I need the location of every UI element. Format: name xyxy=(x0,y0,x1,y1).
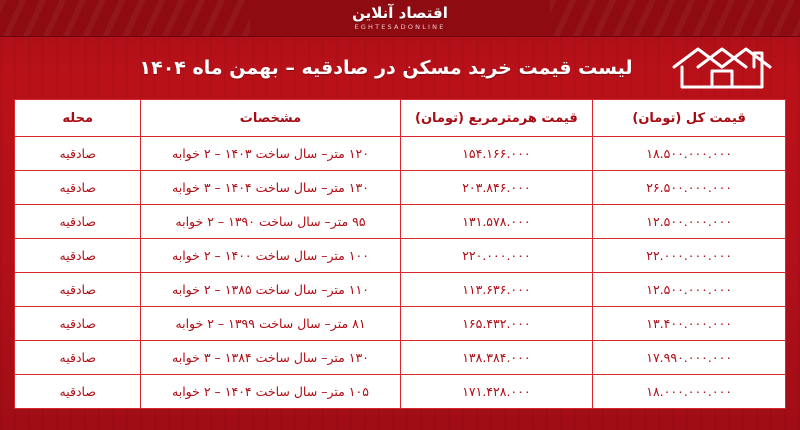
brand-bar xyxy=(0,0,800,37)
cell-area: صادقیه xyxy=(15,273,141,307)
cell-area: صادقیه xyxy=(15,137,141,171)
cell-spec: ۱۰۰ متر– سال ساخت ۱۴۰۰ – ۲ خوابه xyxy=(141,239,400,273)
cell-total: ۲۲.۰۰۰.۰۰۰.۰۰۰ xyxy=(593,239,786,273)
cell-total: ۱۳.۴۰۰.۰۰۰.۰۰۰ xyxy=(593,307,786,341)
cell-per-meter: ۱۷۱.۴۲۸.۰۰۰ xyxy=(400,375,593,409)
cell-per-meter: ۱۵۴.۱۶۶.۰۰۰ xyxy=(400,137,593,171)
logo-text: اقتصاد آنلاین xyxy=(352,3,448,22)
cell-area: صادقیه xyxy=(15,205,141,239)
table-row xyxy=(15,341,786,375)
cell-spec: ۱۳۰ متر– سال ساخت ۱۴۰۴ – ۳ خوابه xyxy=(141,171,400,205)
cell-per-meter: ۱۶۵.۴۳۲.۰۰۰ xyxy=(400,307,593,341)
table-row xyxy=(15,375,786,409)
page-title: لیست قیمت خرید مسکن در صادقیه – بهمن ماه ۱۴۰۴ xyxy=(139,57,633,79)
cell-total: ۱۷.۹۹۰.۰۰۰.۰۰۰ xyxy=(593,341,786,375)
cell-spec: ۱۱۰ متر– سال ساخت ۱۳۸۵ – ۲ خوابه xyxy=(141,273,400,307)
table-row xyxy=(15,137,786,171)
price-table xyxy=(14,99,786,409)
table-header-row xyxy=(15,100,786,137)
title-row xyxy=(0,37,800,99)
cell-spec: ۸۱ متر– سال ساخت ۱۳۹۹ – ۲ خوابه xyxy=(141,307,400,341)
cell-spec: ۹۵ متر– سال ساخت ۱۳۹۰ – ۲ خوابه xyxy=(141,205,400,239)
cell-spec: ۱۰۵ متر– سال ساخت ۱۴۰۴ – ۲ خوابه xyxy=(141,375,400,409)
cell-total: ۱۸.۵۰۰.۰۰۰.۰۰۰ xyxy=(593,137,786,171)
cell-per-meter: ۱۳۸.۳۸۴.۰۰۰ xyxy=(400,341,593,375)
cell-area: صادقیه xyxy=(15,375,141,409)
column-header-area: محله xyxy=(15,100,141,137)
cell-total: ۱۸.۰۰۰.۰۰۰.۰۰۰ xyxy=(593,375,786,409)
cell-per-meter: ۲۰۳.۸۴۶.۰۰۰ xyxy=(400,171,593,205)
table-row xyxy=(15,239,786,273)
cell-per-meter: ۱۳۱.۵۷۸.۰۰۰ xyxy=(400,205,593,239)
table-row xyxy=(15,273,786,307)
table-row xyxy=(15,307,786,341)
cell-total: ۲۶.۵۰۰.۰۰۰.۰۰۰ xyxy=(593,171,786,205)
cell-spec: ۱۲۰ متر– سال ساخت ۱۴۰۳ – ۲ خوابه xyxy=(141,137,400,171)
cell-per-meter: ۱۱۳.۶۳۶.۰۰۰ xyxy=(400,273,593,307)
price-table-wrap xyxy=(0,99,800,409)
cell-area: صادقیه xyxy=(15,307,141,341)
table-row xyxy=(15,205,786,239)
cell-total: ۱۲.۵۰۰.۰۰۰.۰۰۰ xyxy=(593,273,786,307)
column-header-spec: مشخصات xyxy=(141,100,400,137)
cell-area: صادقیه xyxy=(15,171,141,205)
house-icon xyxy=(662,43,782,93)
cell-area: صادقیه xyxy=(15,341,141,375)
cell-spec: ۱۳۰ متر– سال ساخت ۱۳۸۴ – ۳ خوابه xyxy=(141,341,400,375)
cell-per-meter: ۲۲۰.۰۰۰.۰۰۰ xyxy=(400,239,593,273)
cell-area: صادقیه xyxy=(15,239,141,273)
column-header-per-meter: قیمت هرمترمربع (تومان) xyxy=(400,100,593,137)
column-header-total: قیمت کل (تومان) xyxy=(593,100,786,137)
site-logo[interactable] xyxy=(352,3,448,31)
cell-total: ۱۲.۵۰۰.۰۰۰.۰۰۰ xyxy=(593,205,786,239)
logo-latin-text: EGHTESADONLINE xyxy=(354,22,446,31)
table-row xyxy=(15,171,786,205)
